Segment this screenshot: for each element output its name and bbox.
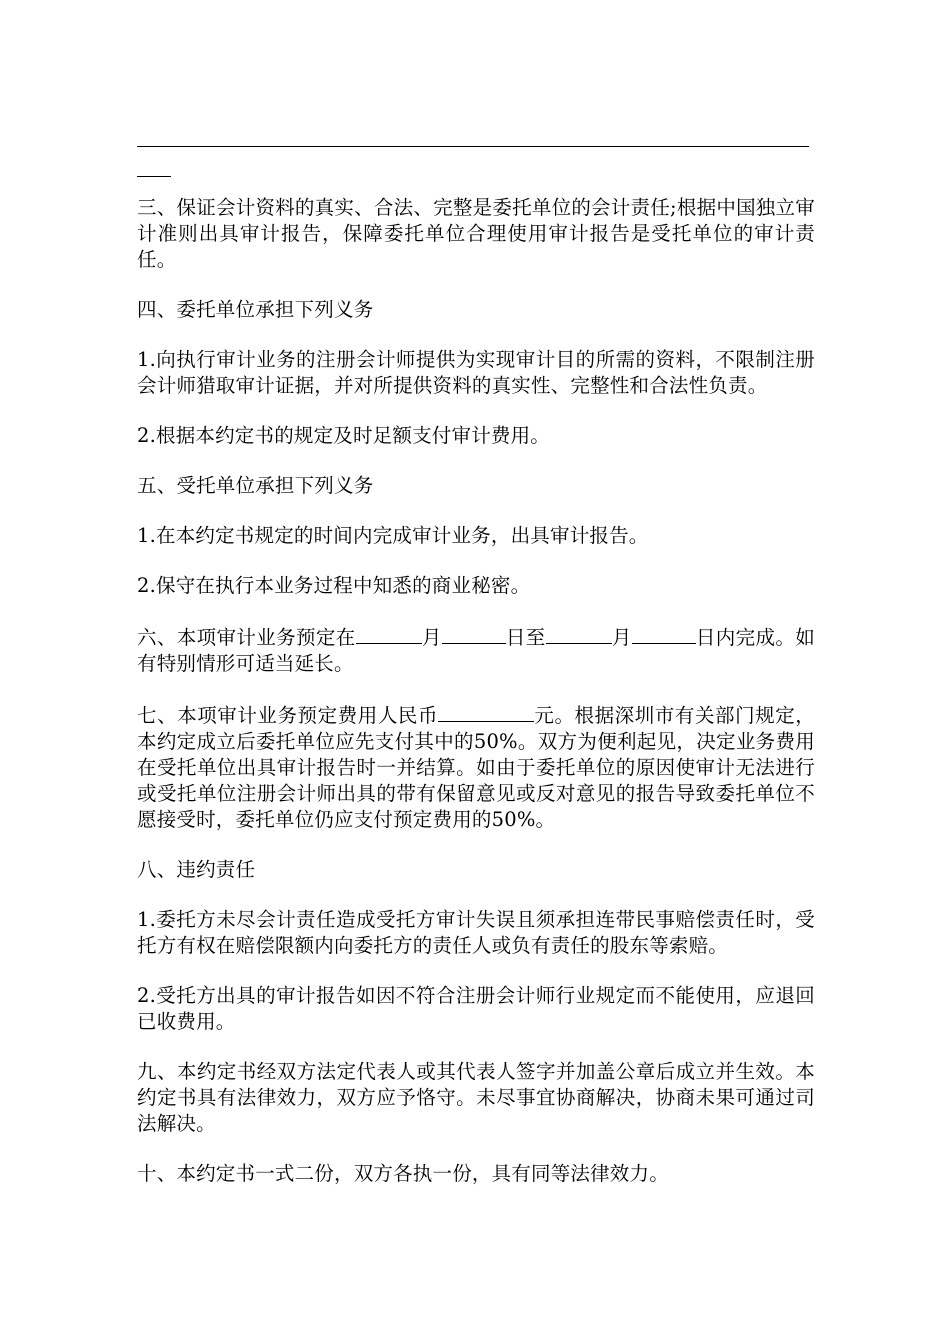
clause-4-heading: 四、委托单位承担下列义务 xyxy=(137,298,374,321)
clause-6 xyxy=(137,623,815,677)
clause-8-heading: 八、违约责任 xyxy=(137,858,256,881)
clause-7 xyxy=(137,701,815,833)
clause-7-prefix: 七、本项审计业务预定费用人民币 xyxy=(137,704,439,727)
clause-6-suffix: 日内完成。如有特别情形可适当延长。 xyxy=(137,626,816,675)
clause-7-suffix: 元。根据深圳市有关部门规定，本约定成立后委托单位应先支付其中的50%。双方为便利起见，决定业务费用在受托单位出具审计报告时一并结算。如由于委托单位的原因使审计无法进行或受托单位注册会计师出具的带有保留意见或反对意见的报告导致委托单位不愿接受时，委托单位仍应支付预定费用的50%。 xyxy=(137,704,815,831)
clause-3: 三、保证会计资料的真实、合法、完整是委托单位的会计责任;根据中国独立审计准则出具审计报告，保障委托单位合理使用审计报告是受托单位的审计责任。 xyxy=(137,196,815,271)
clause-4-item-1: 1.向执行审计业务的注册会计师提供为实现审计目的所需的资料，不限制注册会计师猎取审计证据，并对所提供资料的真实性、完整性和合法性负责。 xyxy=(137,348,815,397)
clause-9: 九、本约定书经双方法定代表人或其代表人签字并加盖公章后成立并生效。本约定书具有法律效力，双方应予恪守。未尽事宜协商解决，协商未果可通过司法解决。 xyxy=(137,1060,815,1135)
clause-8-item-2: 2.受托方出具的审计报告如因不符合注册会计师行业规定而不能使用，应退回已收费用。 xyxy=(137,984,815,1033)
signature-line xyxy=(137,146,809,147)
clause-5-item-1: 1.在本约定书规定的时间内完成审计业务，出具审计报告。 xyxy=(137,524,649,547)
clause-5-item-2: 2.保守在执行本业务过程中知悉的商业秘密。 xyxy=(137,574,531,597)
blank-day-start[interactable] xyxy=(442,623,506,644)
signature-line-tail xyxy=(137,176,171,177)
clause-6-month1: 月 xyxy=(421,626,442,649)
clause-6-month2: 月 xyxy=(611,626,632,649)
clause-4-item-2: 2.根据本约定书的规定及时足额支付审计费用。 xyxy=(137,424,551,447)
blank-fee-amount[interactable] xyxy=(438,701,534,722)
clause-6-day1: 日至 xyxy=(505,626,546,649)
blank-day-end[interactable] xyxy=(632,623,696,644)
document-body xyxy=(137,195,815,1211)
clause-10: 十、本约定书一式二份，双方各执一份，具有同等法律效力。 xyxy=(137,1162,669,1185)
clause-5-heading: 五、受托单位承担下列义务 xyxy=(137,474,374,497)
blank-month-start[interactable] xyxy=(356,623,422,644)
clause-8-item-1: 1.委托方未尽会计责任造成受托方审计失误且须承担连带民事赔偿责任时，受托方有权在赔偿限额内向委托方的责任人或负有责任的股东等索赔。 xyxy=(137,908,815,957)
blank-month-end[interactable] xyxy=(546,623,612,644)
clause-6-prefix: 六、本项审计业务预定在 xyxy=(137,626,356,649)
